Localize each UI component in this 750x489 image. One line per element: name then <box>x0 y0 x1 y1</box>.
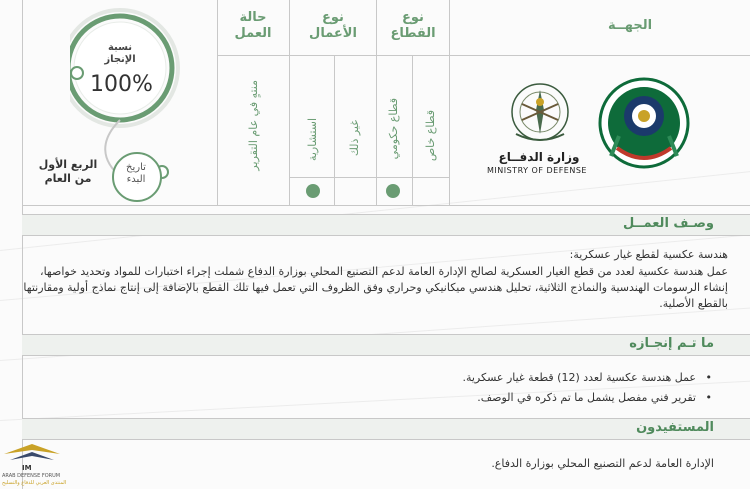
watermark-line2: المنتدى العربي للدفاع والتسليح <box>2 480 67 486</box>
work-type-header: نوع الأعمال <box>309 10 357 41</box>
description-text: عمل هندسة عكسية لعدد من قطع الغيار العسكرية لصالح الإدارة العامة لدعم التصنيع المحلي بوزارة الدفاع شملت إجراء اختبارات للمواد وتحديد خواصها، إنشاء الرسومات الهندسية والنماذج الثلاثية، تحليل هندسي ميكانيكي وحراري وفق الظروف التي تعمل فيها تلك القطع بالإضافة إلى إنتاج نماذج أولية ومقارنتها بالقطع الأصلية. <box>23 265 728 310</box>
bullet-point: • <box>705 391 712 404</box>
achievement-item-text: تقرير فني مفصل يشمل ما تم ذكره في الوصف. <box>477 391 696 404</box>
watermark-top-text: IM <box>22 464 32 472</box>
work-consulting-selected-dot <box>306 184 320 198</box>
ministry-arabic-name: وزارة الدفــاع <box>498 150 580 164</box>
saudi-industrial-emblem-logo <box>597 76 692 171</box>
arab-defense-forum-watermark-logo <box>2 440 62 474</box>
watermark-line1: ARAB DEFENSE FORUM <box>2 473 61 479</box>
achievements-title: ما تـم إنجـازه <box>629 336 714 351</box>
achievement-item-text: عمل هندسة عكسية لعدد (12) قطعة غيار عسكرية. <box>462 371 696 384</box>
sector-private-option: قطاع خاص <box>424 110 437 162</box>
achievements-list <box>14 370 714 406</box>
work-consulting-option: استشارية <box>306 118 319 162</box>
entity-header: الجهــة <box>607 18 653 33</box>
progress-label: نسبة الإنجاز <box>104 42 136 65</box>
bullet-point: • <box>705 371 712 384</box>
work-other-option: غير ذلك <box>348 120 361 157</box>
achievements-list-container <box>14 370 714 410</box>
sector-government-selected-dot <box>386 184 400 198</box>
progress-value: 100% <box>90 72 153 97</box>
beneficiaries-title: المستفيدون <box>636 420 714 435</box>
frame-left-line <box>22 0 23 489</box>
work-status-header: حالة العمل <box>234 10 272 41</box>
grid-line <box>449 0 450 205</box>
sector-government-option: قطاع حكومي <box>387 98 400 160</box>
description-subtitle: هندسة عكسية لقطع غيار عسكرية: <box>569 248 728 261</box>
progress-start-dot <box>71 67 83 79</box>
description-title: وصـف العمــل <box>623 216 714 231</box>
grid-line <box>217 0 218 205</box>
achievement-item <box>14 370 714 386</box>
grid-line <box>412 55 413 205</box>
beneficiaries-text: الإدارة العامة لدعم التصنيع المحلي بوزارة الدفاع. <box>491 457 714 470</box>
work-status-value: منتهٍ في عام التقرير <box>247 80 260 171</box>
grid-line <box>217 55 750 56</box>
grid-line <box>289 177 449 178</box>
ministry-of-defense-emblem <box>500 80 580 150</box>
start-date-value: الربع الأول من العام <box>38 158 98 185</box>
sector-type-header: نوع القطاع <box>390 10 436 41</box>
achievement-item <box>14 390 714 406</box>
grid-line <box>289 0 290 205</box>
start-date-label: تاريخ البدء <box>126 162 146 185</box>
ministry-english-name: MINISTRY OF DEFENSE <box>487 166 587 175</box>
grid-line <box>22 205 750 206</box>
grid-line <box>334 55 335 205</box>
grid-line <box>376 0 377 205</box>
